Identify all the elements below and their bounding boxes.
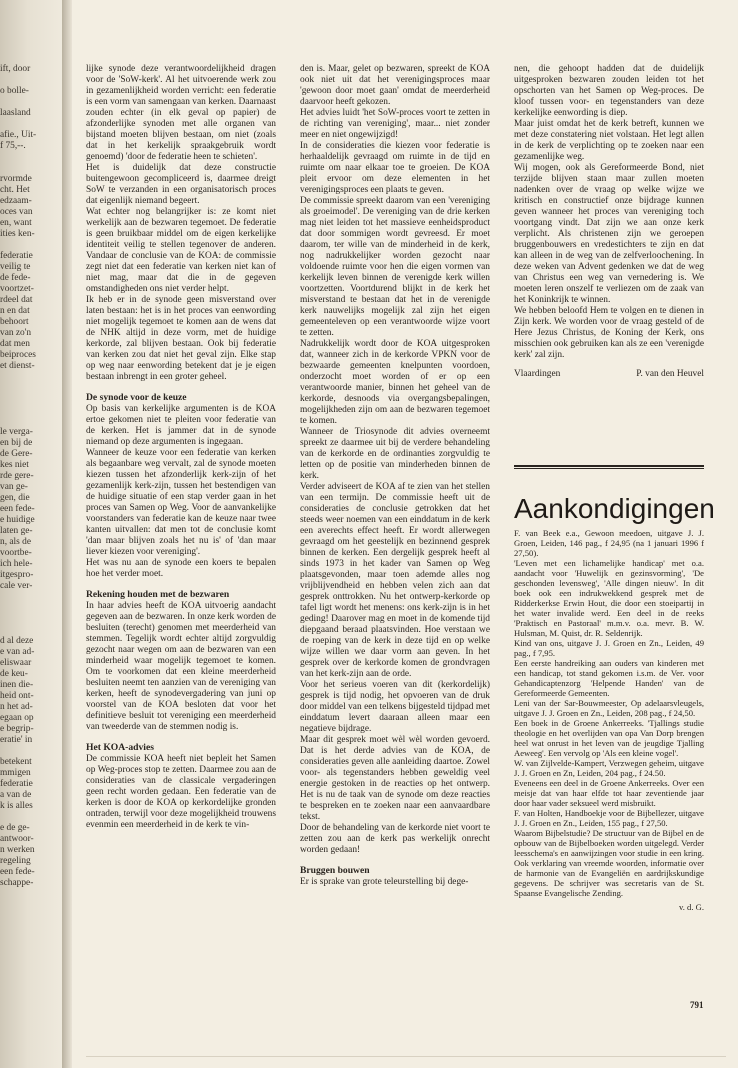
- fragment-line: [0, 383, 60, 394]
- fragment-line: e begrip-: [0, 724, 34, 734]
- fragment-line: beiproces: [0, 350, 36, 360]
- announcements-signature: v. d. G.: [679, 902, 704, 912]
- paragraph: Op basis van kerkelijke argumenten is de KOA ertoe gekomen niet te pleiten voor federatie van de kerken. Het is jammer dat in de synode niemand op deze argumenten is ingegaan.: [86, 404, 276, 447]
- paragraph: In haar advies heeft de KOA uitvoerig aandacht gegeven aan de bezwaren. In onze kerk worden de besluiten (terecht) genomen met meerderheid van stemmen. Tegelijk wordt echter altijd zorgvuldig gezocht naar wegen om aan de bezwaren van een minderheid waar mogelijk tegemoet te komen. Om te voorkomen dat een kleine meerderheid besluiten neemt ten aanzien van de vereniging van kerken, heeft de synodevergadering van juni op voorstel van de KOA besloten dat voor het definitieve besluit tot vereniging een meerderheid van tweederde van de stemmen nodig is.: [86, 601, 276, 732]
- signature-place: Vlaardingen: [514, 369, 561, 379]
- book-description: Waarom Bijbelstudie? De structuur van de Bijbel en de opbouw van de Bijbelboeken worden uitgelegd. Verder leesschema's en aanwijzingen voor studie in een kring. Ook verklaring van vreemde woorden, informatie over de harmonie van de Evangeliën en aardrijkskundige gegevens. De schrijver was secretaris van de St. Spaanse Evangelische Zending.: [514, 828, 704, 898]
- fragment-line: n werken: [0, 845, 35, 855]
- book-entry: Leni van der Sar-Bouwmeester, Op adelaarsvleugels, uitgave J. J. Groen en Zn., Leiden, 208 pag., f 24,50.: [514, 698, 704, 718]
- paragraph: Het was nu aan de synode een koers te bepalen hoe het verder moet.: [86, 558, 276, 579]
- fragment-line: cht. Het: [0, 185, 30, 195]
- paragraph: Voor het serieus voeren van dit (kerkordelijk) gesprek is tijd nodig, het opvoeren van de druk door middel van een telkens bijgesteld tijdpad met einddatum levert daaraan alleen maar een negatieve bijdrage.: [300, 680, 490, 734]
- paragraph: Het advies luidt 'het SoW-proces voort te zetten in de richting van vereniging', maar... niet zonder meer en niet ongewijzigd!: [300, 108, 490, 140]
- fragment-line: veilig te: [0, 262, 31, 272]
- paragraph: Maar dit gesprek moet wèl wèl worden gevoerd. Dat is het derde advies van de KOA, de consideraties geven alle aanleiding daartoe. Zowel voor- als tegenstanders hebben geweldig veel energie gestoken in de reacties op het ontwerp. Het is nu de taak van de synode om deze reacties te bespreken en te zoeken naar een aanvaardbare tekst.: [300, 735, 490, 822]
- fragment-line: ift, door: [0, 64, 31, 74]
- paragraph: lijke synode deze verantwoordelijkheid dragen voor de 'SoW-kerk'. Al het uitvoerende werk zou in gezamenlijkheid worden verricht: een federatie is een vorm van samengaan van kerken. Daarnaast zouden echter (in elk geval op papier) de afzonderlijke synoden met alle organen van bijstand moeten blijven bestaan, om niet (zoals dat in het kerkelijk spraakgebruik wordt genoemd) 'door de federatie heen te schieten'.: [86, 64, 276, 162]
- paragraph: De commissie KOA heeft niet bepleit het Samen op Weg-proces stop te zetten. Daarmee zou aan de consideraties van de classicale vergaderingen geen recht worden gedaan. Een federatie van de kerken is door de KOA op kerkordelijke gronden ontraden, terwijl voor deze mogelijkheid trouwens evenmin een meerderheid in de kerk te vin-: [86, 754, 276, 830]
- fragment-line: en bij de: [0, 438, 33, 448]
- fragment-line: n, als de: [0, 537, 31, 547]
- fragment-line: cale ver-: [0, 581, 33, 591]
- book-entry: W. van Zijlvelde-Kampert, Verzwegen geheim, uitgave J. J. Groen en Zn, Leiden, 204 pag., f 24.50.: [514, 758, 704, 778]
- fragment-line: eliswaar: [0, 658, 32, 668]
- section-divider-thin: [514, 468, 704, 469]
- fragment-line: betekent: [0, 757, 32, 767]
- paragraph: Nadrukkelijk wordt door de KOA uitgesproken dat, wanneer zich in de kerkorde VPKN voor de bezwaarde gemeenten knelpunten voordoen, onderzocht moet worden of er op een verantwoorde manier, binnen het geheel van de kerkorde, desnoods via overgangsbepalingen, mogelijkheden zijn om aan de bezwaren tegemoet te komen.: [300, 339, 490, 426]
- paragraph: Verder adviseert de KOA af te zien van het stellen van een termijn. De commissie heeft uit de consideraties de conclusie getrokken dat het steeds weer noemen van een einddatum in de kerk een averechts effect heeft. Er wordt allerwegen gevraagd om het geestelijk en bezinnend gesprek binnen de kerken. Een dergelijk gesprek heeft al sinds 1973 in het kader van Samen op Weg plaatsgevonden, maar toen ademde alles nog vrijblijvendheid en hebben velen zich aan dat gesprek onttrokken. Nu het ontwerp-kerkorde op tafel ligt wordt het menens: ons kerk-zijn is in het geding! Daarover mag en moet in de komende tijd diepgaand beraad plaatsvinden. Hoe verstaan we de roeping van de kerk in deze tijd en op welke wijze willen we daar vorm aan geven. In het gesprek over de kerkorde komen de grondvragen van het kerk-zijn aan de orde.: [300, 482, 490, 679]
- fragment-line: [0, 625, 60, 636]
- fragment-line: [0, 812, 60, 823]
- section-heading: De synode voor de keuze: [86, 392, 187, 403]
- fragment-line: e van ad-: [0, 647, 35, 657]
- fragment-line: een fede-: [0, 867, 35, 877]
- paragraph: Wij mogen, ook als Gereformeerde Bond, niet terzijde blijven staan maar zullen moeten nadenken over de vraag op welke wijze we kritisch en constructief onze bijdrage kunnen geven wanneer het proces van vereniging toch voortgang vindt. Dat zijn we aan onze kerk verplicht. Als christenen zijn we geroepen bruggenbouwers en vredestichters te zijn en dat kan alleen in de weg van de zelfverloochening. In deze weken van Advent gedenken we dat de weg van Christus een weg van vernedering is. We moeten leren onszelf te verliezen om de zaak van het Koninkrijk te winnen.: [514, 163, 704, 305]
- paragraph: Wat echter nog belangrijker is: ze komt niet werkelijk aan de bezwaren tegemoet. De federatie is geen bruikbaar middel om de eigen kerkelijke identiteit veilig te stellen tegenover de anderen. Vandaar de conclusie van de KOA: de commissie zegt niet dat een federatie van kerken niet kan of niet mag, maar dat die in de gegeven omstandigheden ons niet verder helpt.: [86, 207, 276, 294]
- fragment-line: kes niet: [0, 460, 29, 470]
- paragraph: In de consideraties die kiezen voor federatie is herhaaldelijk gevraagd om ruimte in de tijd en ruimte om naar elkaar toe te groeien. De KOA pleit ervoor om deze elementen in het verenigingsproces een plaats te geven.: [300, 141, 490, 195]
- book-description: Een eerste handreiking aan ouders van kinderen met een handicap, tot stand gekomen i.s.m. de Ver. voor Gehandicaptenzorg 'Helpende Handen' van de Gereformeerde Gemeenten.: [514, 658, 704, 698]
- announcements-body: [514, 528, 704, 988]
- fragment-line: [0, 119, 60, 130]
- page-bottom-edge: [86, 1056, 726, 1057]
- fragment-line: [0, 405, 60, 416]
- fragment-line: le verga-: [0, 427, 33, 437]
- paragraph: Maar juist omdat het de kerk betreft, kunnen we met deze constatering niet volstaan. Het legt allen in de kerk de verplichting op te zoeken naar een gezamenlijke weg.: [514, 119, 704, 162]
- fragment-line: schappe-: [0, 878, 34, 888]
- book-description: Een boek in de Groene Ankerreeks. 'Tjallings studie theologie en het overlijden van opa Van Dorp brengen heel wat onrust in het leven van de jeugdige Tjalling Aeweeg'. Een vervolg op 'Als een kleine vogel'.: [514, 718, 704, 758]
- fragment-line: [0, 614, 60, 625]
- fragment-line: [0, 97, 60, 108]
- fragment-line: ich hele-: [0, 559, 33, 569]
- fragment-line: k is alles: [0, 801, 33, 811]
- fragment-line: n en dat: [0, 306, 30, 316]
- fragment-line: ities ken-: [0, 229, 35, 239]
- fragment-line: inen die-: [0, 680, 34, 690]
- fragment-line: de keu-: [0, 669, 28, 679]
- fragment-line: o bolle-: [0, 86, 29, 96]
- fragment-line: n het ad-: [0, 702, 33, 712]
- page-number: 791: [690, 1000, 704, 1010]
- fragment-line: dat men: [0, 339, 30, 349]
- fragment-line: antwoor-: [0, 834, 34, 844]
- fragment-line: e de ge-: [0, 823, 30, 833]
- paragraph: Door de behandeling van de kerkorde niet voort te zetten zou aan de kerk pas werkelijk onrecht worden gedaan!: [300, 823, 490, 855]
- facing-page-fragments: [0, 64, 60, 1024]
- fragment-line: [0, 152, 60, 163]
- fragment-line: [0, 592, 60, 603]
- fragment-line: laten ge-: [0, 526, 33, 536]
- book-description: 'Leven met een lichamelijke handicap' met o.a. aandacht voor 'Huwelijk en gezinsvorming', 'De geschonden levensweg', 'Alle dingen nieuw'. In dit boek ook een indrukwekkend gesprek met de Ridderkerkse Erwin Hout, die door een stoeipartij in het water invalide werd. Een deel in de reeks 'Praktisch en Pastoraal' m.m.v. o.a. mevr. B. W. Hulsman, M. Quist, dr. R. Seldenrijk.: [514, 558, 704, 638]
- section-heading: Bruggen bouwen: [300, 865, 370, 876]
- paragraph: Ik heb er in de synode geen misverstand over laten bestaan: het is in het proces van eenwording niet mogelijk tegemoet te komen aan de wens dat de NHK altijd in deze vorm, met de huidige kerkorde, zal blijven bestaan. Ook bij federatie van kerken zou dat niet het geval zijn. Elke stap op weg naar eenwording betekent dat je je eigen bestaan inbrengt in een groter geheel.: [86, 295, 276, 382]
- paragraph: Wanneer de keuze voor een federatie van kerken als begaanbare weg vervalt, zal de synode moeten kiezen tussen het afzonderlijk kerk-zijn of het gezamenlijk kerk-zijn, tussen het bestendigen van de huidige situatie of een stap verder gaan in het proces van Samen op Weg. Voor de aanvankelijke voorstanders van federatie kan de keuze naar twee kanten uitvallen: dat men tot de conclusie komt 'dan maar blijven zoals het nu is' of 'dan maar liever kiezen voor vereniging'.: [86, 448, 276, 557]
- fragment-line: [0, 163, 60, 174]
- fragment-line: itgespro-: [0, 570, 34, 580]
- fragment-line: a van de: [0, 790, 32, 800]
- book-entry: F. van Holten, Handboekje voor de Bijbellezer, uitgave J. J. Groen en Zn., Leiden, 155 pag., f 27,50.: [514, 808, 704, 828]
- article-column-2: [300, 64, 490, 1024]
- fragment-line: de fede-: [0, 273, 31, 283]
- fragment-line: behoort: [0, 317, 29, 327]
- fragment-line: rvormde: [0, 174, 32, 184]
- section-heading: Rekening houden met de bezwaren: [86, 589, 230, 600]
- fragment-line: laasland: [0, 108, 31, 118]
- fragment-line: rdeel dat: [0, 295, 33, 305]
- fragment-line: f 75,--.: [0, 141, 26, 151]
- book-description: Eveneens een deel in de Groene Ankerreeks. Over een meisje dat van haar elfde tot haar zeventiende jaar door haar vader seksueel werd misbruikt.: [514, 778, 704, 808]
- fragment-line: d al deze: [0, 636, 34, 646]
- fragment-line: van zo'n: [0, 328, 32, 338]
- fragment-line: de Gere-: [0, 449, 33, 459]
- fragment-line: voortzet-: [0, 284, 34, 294]
- fragment-line: [0, 394, 60, 405]
- fragment-line: et dienst-: [0, 361, 35, 371]
- article-column-1: [86, 64, 276, 1024]
- paragraph: We hebben beloofd Hem te volgen en te dienen in Zijn kerk. We worden voor de vraag gesteld of de Here Jezus Christus, de Koning der Kerk, ons misschien ook gebruiken kan als ze een 'verenigde kerk' zal zijn.: [514, 306, 704, 360]
- announcements-title: Aankondigingen: [514, 493, 715, 524]
- article-signature: [514, 369, 704, 380]
- fragment-line: van ge-: [0, 482, 28, 492]
- fragment-line: oces van: [0, 207, 33, 217]
- paragraph: Er is sprake van grote teleurstelling bij dege-: [300, 877, 469, 887]
- fragment-line: [0, 603, 60, 614]
- book-entry: F. van Beek e.a., Gewoon meedoen, uitgave J. J. Groen, Leiden, 146 pag., f 24,95 (na 1 januari 1996 f 27,50).: [514, 528, 704, 558]
- fragment-line: rde gere-: [0, 471, 34, 481]
- fragment-line: gen, die: [0, 493, 30, 503]
- fragment-line: voortbe-: [0, 548, 32, 558]
- section-heading: Het KOA-advies: [86, 742, 154, 753]
- fragment-line: federatie: [0, 779, 33, 789]
- section-divider: [514, 465, 704, 467]
- signature-author: P. van den Heuvel: [636, 369, 704, 379]
- paragraph: Het is duidelijk dat deze constructie buitengewoon gecompliceerd is, daarmee dreigt SoW te verzanden in een organisatorisch proces dat eigenlijk niemand begeert.: [86, 163, 276, 206]
- fragment-line: en, want: [0, 218, 32, 228]
- fragment-line: [0, 746, 60, 757]
- article-column-3: [514, 64, 704, 484]
- fragment-line: regeling: [0, 856, 31, 866]
- fragment-line: [0, 416, 60, 427]
- paragraph: De commissie spreekt daarom van een 'vereniging als groeimodel'. De vereniging van de drie kerken mag niet leiden tot het massieve eenheidsproduct dat door sommigen wordt gevreesd. Er moet daarom, ter wille van de minderheid in de kerk, nog nadrukkelijker worden gezocht naar voldoende ruimte voor hen die eigen vormen van kerkelijk leven binnen de verenigde kerk willen voortzetten. Voortdurend blijkt in de kerk het misverstand te bestaan dat het in de verenigde kerk nauwelijks mogelijk zal zijn het eigen gemeenteleven op een verantwoorde wijze voort te zetten.: [300, 196, 490, 338]
- fragment-line: egaan op: [0, 713, 34, 723]
- paragraph: den is. Maar, gelet op bezwaren, spreekt de KOA ook niet uit dat het verenigingsproces maar 'gewoon door moet gaan' omdat de meerderheid daarvoor heeft gekozen.: [300, 64, 490, 107]
- fragment-line: e huidige: [0, 515, 35, 525]
- book-entry: Kind van ons, uitgave J. J. Groen en Zn., Leiden, 49 pag., f 7,95.: [514, 638, 704, 658]
- fragment-line: [0, 240, 60, 251]
- fragment-line: [0, 75, 60, 86]
- fragment-line: heid ont-: [0, 691, 34, 701]
- paragraph: nen, die gehoopt hadden dat de duidelijk uitgesproken bezwaren zouden leiden tot het opschorten van het Samen op Weg-proces. De kloof tussen voor- en tegenstanders van deze kerkelijke eenwording is diep.: [514, 64, 704, 118]
- fragment-line: afie., Uit-: [0, 130, 37, 140]
- fragment-line: federatie: [0, 251, 33, 261]
- fragment-line: [0, 372, 60, 383]
- fragment-line: mmigen: [0, 768, 31, 778]
- fragment-line: edzaam-: [0, 196, 32, 206]
- fragment-line: eratie' in: [0, 735, 33, 745]
- page-gutter: [62, 0, 72, 1068]
- paragraph: Wanneer de Triosynode dit advies overneemt spreekt ze daarmee uit bij de verdere behandeling van de kerkorde en de ordinanties zorgvuldig te letten op de positie van minderheden binnen de kerk.: [300, 427, 490, 481]
- fragment-line: een fede-: [0, 504, 35, 514]
